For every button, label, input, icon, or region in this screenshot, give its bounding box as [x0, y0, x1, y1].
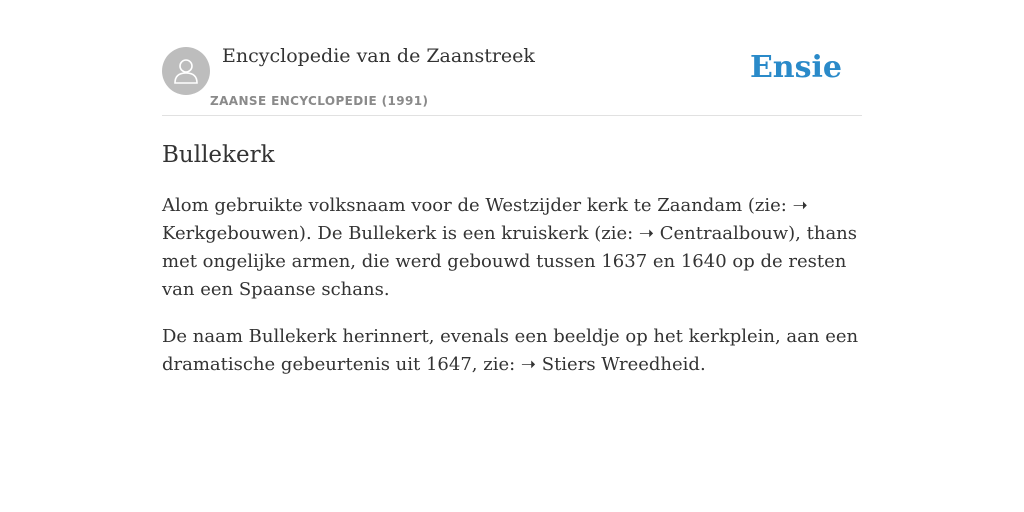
text: ). De Bullekerk is een kruiskerk (zie: [298, 223, 639, 244]
link-stiers-wreedheid[interactable]: Stiers Wreedheid [536, 354, 700, 375]
arrow-icon: ➝ [520, 354, 537, 375]
paragraph-2 [162, 323, 862, 379]
arrow-icon: ➝ [792, 195, 808, 216]
paragraph-1 [162, 192, 862, 304]
source-avatar[interactable] [162, 47, 210, 95]
ensie-logo[interactable]: Ensie [749, 50, 842, 85]
link-kerkgebouwen[interactable]: Kerkgebouwen [162, 223, 299, 244]
entry-title: Bullekerk [162, 142, 275, 168]
text: ), thans met ongelijke armen, die werd gebouwd tussen 1637 en 1640 op de resten van een Spaanse schans. [162, 223, 858, 300]
text: . [699, 354, 706, 375]
text: De naam Bullekerk herinnert, evenals een beeldje op het kerkplein, aan een dramatische gebeurtenis uit 1647, zie: [162, 326, 859, 375]
link-centraalbouw[interactable]: Centraalbouw [654, 223, 789, 244]
source-subtitle: ZAANSE ENCYCLOPEDIE (1991) [210, 94, 429, 108]
arrow-icon: ➝ [638, 223, 654, 244]
page [162, 0, 862, 512]
header [162, 0, 862, 116]
text: Alom gebruikte volksnaam voor de Westzijder kerk te Zaandam (zie: [162, 195, 793, 216]
user-icon [171, 56, 201, 86]
source-title[interactable]: Encyclopedie van de Zaanstreek [222, 45, 535, 67]
entry-body [162, 192, 862, 379]
